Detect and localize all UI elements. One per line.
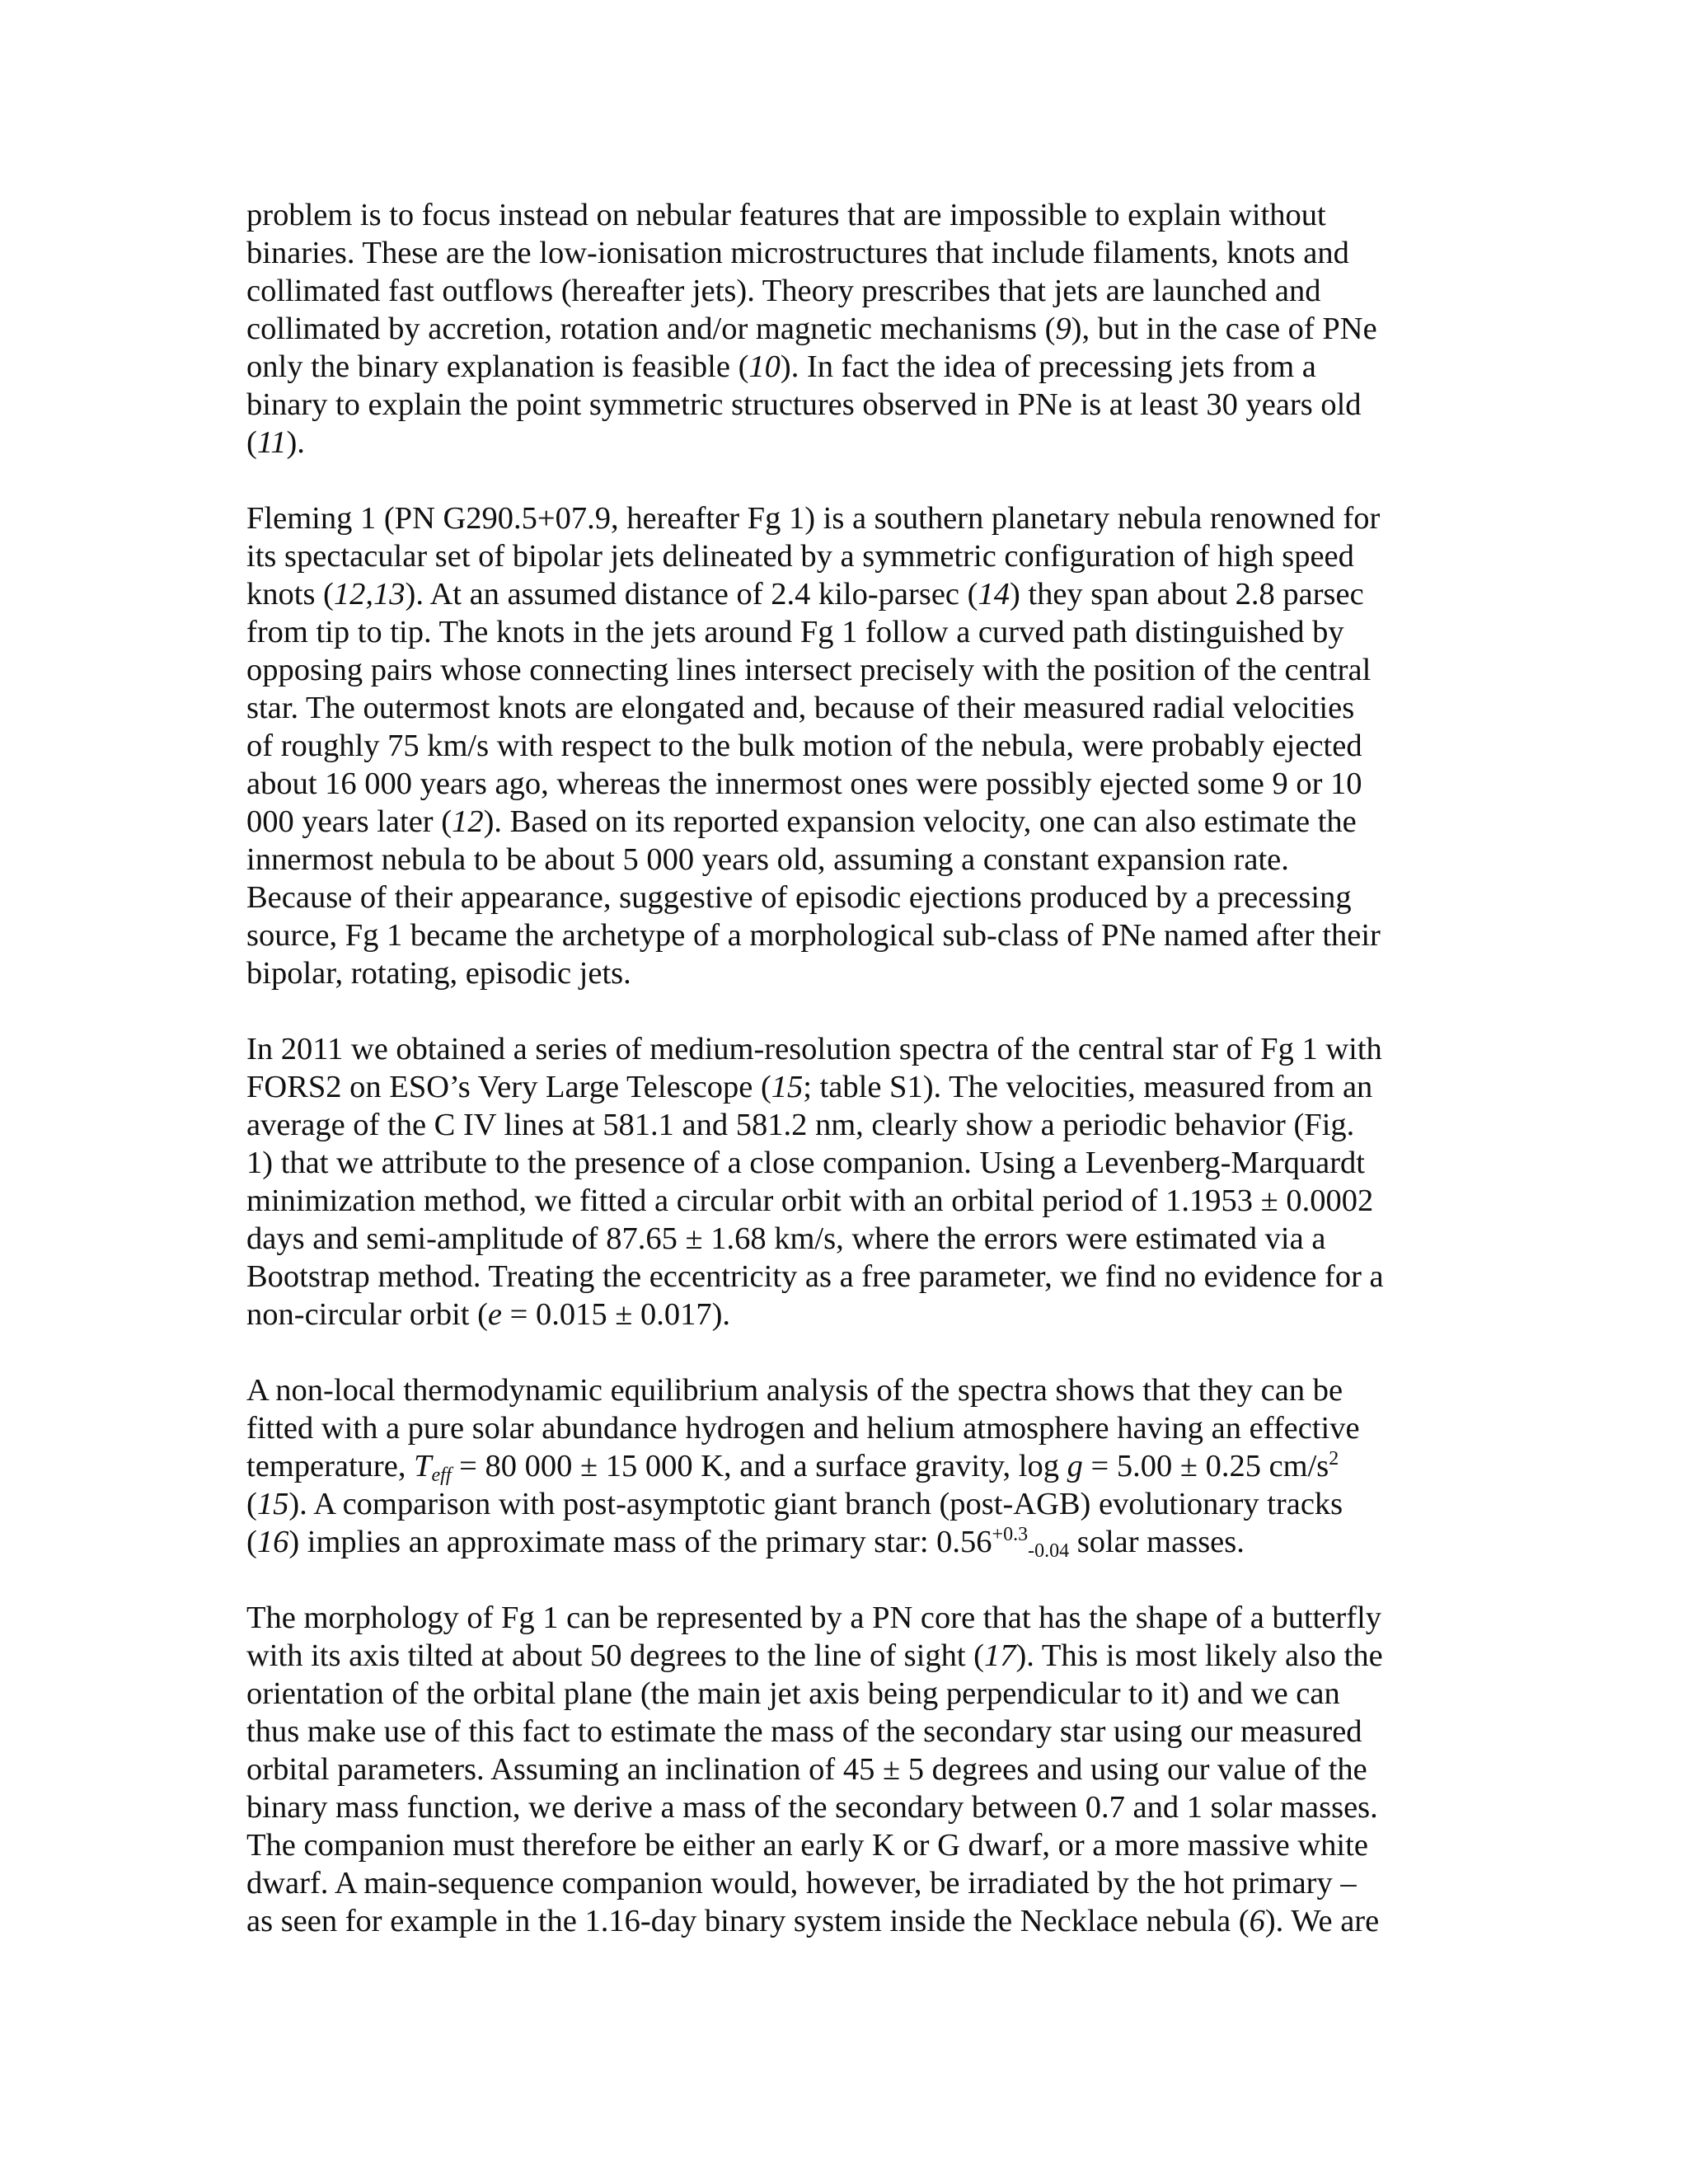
text-line bbox=[246, 1788, 1466, 1826]
text-run: ( bbox=[246, 425, 257, 460]
text-run: = 80 000 ± 15 000 K, and a surface gravity, log bbox=[451, 1449, 1067, 1483]
superscript: +0.3 bbox=[992, 1524, 1029, 1545]
text-line bbox=[246, 765, 1466, 803]
italic-run: 12,13 bbox=[333, 577, 406, 612]
paper-page bbox=[246, 196, 1466, 1940]
text-run: In 2011 we obtained a series of medium-resolution spectra of the central star of Fg 1 with bbox=[246, 1032, 1382, 1066]
text-line bbox=[246, 272, 1466, 310]
text-run: binary mass function, we derive a mass of the secondary between 0.7 and 1 solar masses. bbox=[246, 1790, 1378, 1825]
italic-run: 11 bbox=[256, 425, 287, 460]
text-run: ), but in the case of PNe bbox=[1071, 312, 1377, 346]
text-run: FORS2 on ESO’s Very Large Telescope ( bbox=[246, 1070, 771, 1104]
text-run: ). At an assumed distance of 2.4 kilo-parsec ( bbox=[405, 577, 978, 612]
italic-run: 10 bbox=[748, 349, 781, 384]
text-run: Bootstrap method. Treating the eccentricity as a free parameter, we find no evidence for a bbox=[246, 1259, 1384, 1294]
paragraph bbox=[246, 196, 1466, 462]
italic-run: 6 bbox=[1249, 1904, 1265, 1938]
text-line bbox=[246, 1599, 1466, 1637]
text-run: A non-local thermodynamic equilibrium analysis of the spectra shows that they can be bbox=[246, 1373, 1343, 1408]
text-line bbox=[246, 1637, 1466, 1675]
text-line bbox=[246, 234, 1466, 272]
paragraph bbox=[246, 499, 1466, 992]
text-run: ( bbox=[246, 1487, 257, 1521]
text-line bbox=[246, 1447, 1466, 1485]
text-line bbox=[246, 575, 1466, 613]
text-run: = 5.00 ± 0.25 cm/s bbox=[1082, 1449, 1329, 1483]
text-run: temperature, bbox=[246, 1449, 415, 1483]
text-run: average of the C IV lines at 581.1 and 581.2 nm, clearly show a periodic behavior (Fig. bbox=[246, 1108, 1355, 1142]
italic-run: 9 bbox=[1055, 312, 1071, 346]
text-run: ). We are bbox=[1264, 1904, 1380, 1938]
italic-run: e bbox=[487, 1297, 502, 1332]
superscript: 2 bbox=[1329, 1448, 1339, 1469]
italic-run: g bbox=[1067, 1449, 1083, 1483]
text-line bbox=[246, 499, 1466, 537]
text-run: = 0.015 ± 0.017). bbox=[502, 1297, 731, 1332]
text-run: ). bbox=[286, 425, 305, 460]
text-run: innermost nebula to be about 5 000 years old, assuming a constant expansion rate. bbox=[246, 842, 1289, 877]
text-run: only the binary explanation is feasible ( bbox=[246, 349, 749, 384]
text-line bbox=[246, 348, 1466, 386]
text-run: ). A comparison with post-asymptotic giant branch (post-AGB) evolutionary tracks bbox=[288, 1487, 1343, 1521]
text-run: orientation of the orbital plane (the main jet axis being perpendicular to it) and we can bbox=[246, 1676, 1340, 1711]
text-line bbox=[246, 310, 1466, 348]
text-run: The companion must therefore be either an early K or G dwarf, or a more massive white bbox=[246, 1828, 1368, 1863]
text-line bbox=[246, 1485, 1466, 1523]
text-line bbox=[246, 1523, 1466, 1561]
text-run: knots ( bbox=[246, 577, 334, 612]
text-run: fitted with a pure solar abundance hydrogen and helium atmosphere having an effective bbox=[246, 1411, 1360, 1446]
text-run: as seen for example in the 1.16-day binary system inside the Necklace nebula ( bbox=[246, 1904, 1250, 1938]
text-run: days and semi-amplitude of 87.65 ± 1.68 km/s, where the errors were estimated via a bbox=[246, 1221, 1326, 1256]
text-line bbox=[246, 1030, 1466, 1068]
text-line bbox=[246, 651, 1466, 689]
text-run: 000 years later ( bbox=[246, 804, 452, 839]
text-line bbox=[246, 1371, 1466, 1409]
text-run: binaries. These are the low-ionisation microstructures that include filaments, knots and bbox=[246, 236, 1349, 270]
text-line bbox=[246, 1902, 1466, 1940]
text-run: minimization method, we fitted a circular orbit with an orbital period of 1.1953 ± 0.0002 bbox=[246, 1183, 1374, 1218]
text-line bbox=[246, 1750, 1466, 1788]
paragraph bbox=[246, 1030, 1466, 1333]
text-line bbox=[246, 1409, 1466, 1447]
italic-run: 15 bbox=[256, 1487, 289, 1521]
text-run: about 16 000 years ago, whereas the innermost ones were possibly ejected some 9 or 10 bbox=[246, 766, 1362, 801]
body-text bbox=[246, 196, 1466, 1940]
text-line bbox=[246, 386, 1466, 424]
text-line bbox=[246, 1864, 1466, 1902]
text-run: source, Fg 1 became the archetype of a morphological sub-class of PNe named after their bbox=[246, 918, 1381, 953]
text-line bbox=[246, 841, 1466, 879]
italic-run: 15 bbox=[771, 1070, 804, 1104]
paragraph bbox=[246, 1371, 1466, 1561]
text-line bbox=[246, 916, 1466, 954]
text-run: thus make use of this fact to estimate the mass of the secondary star using our measured bbox=[246, 1714, 1362, 1749]
text-run: Fleming 1 (PN G290.5+07.9, hereafter Fg 1) is a southern planetary nebula renowned for bbox=[246, 501, 1381, 536]
text-line bbox=[246, 1106, 1466, 1144]
text-run: from tip to tip. The knots in the jets around Fg 1 follow a curved path distinguished by bbox=[246, 615, 1344, 649]
text-run: collimated by accretion, rotation and/or magnetic mechanisms ( bbox=[246, 312, 1056, 346]
text-line bbox=[246, 879, 1466, 916]
text-line bbox=[246, 1144, 1466, 1182]
text-line bbox=[246, 537, 1466, 575]
text-run: Because of their appearance, suggestive of episodic ejections produced by a precessing bbox=[246, 880, 1352, 915]
text-line bbox=[246, 689, 1466, 727]
text-run: star. The outermost knots are elongated and, because of their measured radial velocities bbox=[246, 691, 1355, 725]
text-line bbox=[246, 1258, 1466, 1296]
text-run: ( bbox=[246, 1525, 257, 1559]
text-run: ). In fact the idea of precessing jets from a bbox=[780, 349, 1316, 384]
text-line bbox=[246, 1182, 1466, 1220]
text-run: The morphology of Fg 1 can be represented by a PN core that has the shape of a butterfly bbox=[246, 1601, 1382, 1635]
text-run: opposing pairs whose connecting lines intersect precisely with the position of the central bbox=[246, 653, 1372, 687]
text-run: with its axis tilted at about 50 degrees to the line of sight ( bbox=[246, 1638, 984, 1673]
italic-subscript: eff bbox=[431, 1465, 452, 1486]
subscript: -0.04 bbox=[1028, 1540, 1070, 1562]
text-run: its spectacular set of bipolar jets delineated by a symmetric configuration of high speed bbox=[246, 539, 1354, 574]
text-line bbox=[246, 803, 1466, 841]
text-run: ; table S1). The velocities, measured from an bbox=[803, 1070, 1373, 1104]
paragraph bbox=[246, 1599, 1466, 1940]
text-run: 1) that we attribute to the presence of a close companion. Using a Levenberg-Marquardt bbox=[246, 1146, 1365, 1180]
text-run: of roughly 75 km/s with respect to the bulk motion of the nebula, were probably ejected bbox=[246, 729, 1362, 763]
text-line bbox=[246, 1068, 1466, 1106]
italic-run: 12 bbox=[452, 804, 484, 839]
text-run: ) implies an approximate mass of the primary star: 0.56 bbox=[288, 1525, 992, 1559]
text-run: orbital parameters. Assuming an inclination of 45 ± 5 degrees and using our value of the bbox=[246, 1752, 1367, 1787]
text-run: dwarf. A main-sequence companion would, however, be irradiated by the hot primary – bbox=[246, 1866, 1357, 1900]
text-run: bipolar, rotating, episodic jets. bbox=[246, 956, 631, 991]
italic-run: 16 bbox=[256, 1525, 289, 1559]
text-run: problem is to focus instead on nebular features that are impossible to explain without bbox=[246, 198, 1326, 232]
text-line bbox=[246, 1296, 1466, 1333]
text-run: ) they span about 2.8 parsec bbox=[1009, 577, 1364, 612]
text-run: non-circular orbit ( bbox=[246, 1297, 488, 1332]
text-line bbox=[246, 1220, 1466, 1258]
italic-run: 17 bbox=[983, 1638, 1016, 1673]
text-run: collimated fast outflows (hereafter jets). Theory prescribes that jets are launched and bbox=[246, 274, 1321, 308]
text-line bbox=[246, 727, 1466, 765]
text-run: binary to explain the point symmetric structures observed in PNe is at least 30 years old bbox=[246, 387, 1362, 422]
text-line bbox=[246, 1826, 1466, 1864]
text-line bbox=[246, 1675, 1466, 1713]
text-run: solar masses. bbox=[1069, 1525, 1245, 1559]
text-line bbox=[246, 613, 1466, 651]
text-line bbox=[246, 196, 1466, 234]
text-run: ). This is most likely also the bbox=[1015, 1638, 1383, 1673]
italic-run: T bbox=[414, 1449, 432, 1483]
text-line bbox=[246, 1713, 1466, 1750]
text-run: ). Based on its reported expansion velocity, one can also estimate the bbox=[483, 804, 1357, 839]
text-line bbox=[246, 424, 1466, 462]
italic-run: 14 bbox=[978, 577, 1010, 612]
text-line bbox=[246, 954, 1466, 992]
